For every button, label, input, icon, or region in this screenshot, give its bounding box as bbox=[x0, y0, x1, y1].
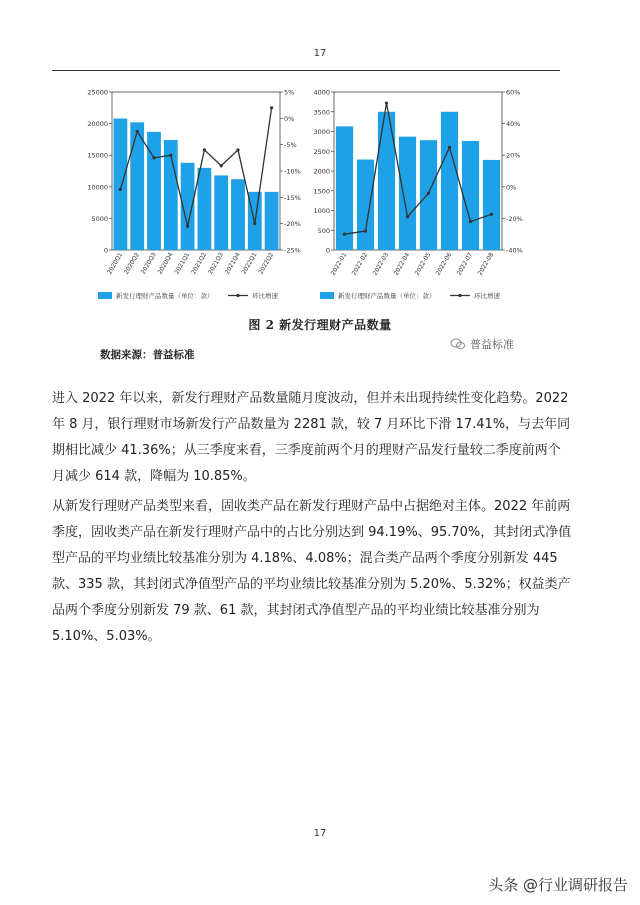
growth-point bbox=[253, 222, 256, 225]
x-tick-label: 2022-06 bbox=[434, 251, 454, 277]
chart-quarterly bbox=[78, 84, 310, 310]
paragraph-2: 从新发行理财产品类型来看，固收类产品在新发行理财产品中占据绝对主体。2022 年前两季度，固收类产品在新发行理财产品中的占比分别达到 94.19%、95.70%，其封闭式净值型产品的平均业绩比较基准分别为 4.18%、4.08%；混合类产品两个季度分别新发 445 款、335 款，其封闭式净值型产品的平均业绩比较基准分别为 5.20%、5.32%；权益类产品两个季度分别新发 79 款、61 款，其封闭式净值型产品的平均业绩比较基准分别为 5.10%、5.03%。 bbox=[52, 499, 572, 644]
y2-tick-label: -40% bbox=[506, 246, 523, 255]
y2-tick-label: 40% bbox=[506, 120, 521, 129]
x-tick-label: 2022Q1 bbox=[240, 251, 259, 276]
growth-point bbox=[343, 233, 346, 236]
body-text bbox=[52, 386, 572, 650]
y2-tick-label: -25% bbox=[284, 246, 301, 255]
footer-page-number: 17 bbox=[313, 828, 327, 839]
legend-bar-swatch bbox=[320, 292, 334, 299]
y2-tick-label: -10% bbox=[284, 167, 301, 176]
y-tick-label: 25000 bbox=[87, 88, 108, 97]
x-tick-label: 2021Q1 bbox=[173, 251, 192, 276]
legend-bar-label: 新发行理财产品数量（单位：款） bbox=[338, 292, 436, 300]
growth-point bbox=[385, 101, 388, 104]
growth-point bbox=[406, 215, 409, 218]
x-tick-label: 2021Q2 bbox=[190, 251, 209, 276]
chart-monthly bbox=[300, 84, 532, 310]
y-tick-label: 20000 bbox=[87, 120, 108, 129]
x-tick-label: 2022-02 bbox=[350, 251, 370, 277]
x-tick-label: 2020Q4 bbox=[156, 251, 175, 276]
y2-tick-label: 20% bbox=[506, 151, 521, 160]
x-tick-label: 2021Q4 bbox=[223, 251, 242, 276]
wechat-icon bbox=[450, 338, 466, 350]
growth-point bbox=[448, 146, 451, 149]
y2-tick-label: -20% bbox=[506, 214, 523, 223]
x-tick-label: 2020Q2 bbox=[122, 251, 141, 276]
growth-point bbox=[169, 154, 172, 157]
x-tick-label: 2020Q3 bbox=[139, 251, 158, 276]
header-rule bbox=[52, 70, 560, 71]
paragraph-1: 进入 2022 年以来，新发行理财产品数量随月度波动，但并未出现持续性变化趋势。2022 年 8 月，银行理财市场新发行产品数量为 2281 款，较 7 月环比下滑 17.41%，与去年同期相比减少 41.36%；从三季度来看，三季度前两个月的理财产品发行量较二季度前两个月减少 614 款，降幅为 10.85%。 bbox=[52, 391, 571, 484]
footer-brand: 头条 @行业调研报告 bbox=[488, 876, 628, 894]
growth-point bbox=[152, 156, 155, 159]
data-source: 数据来源：普益标准 bbox=[100, 349, 195, 361]
y-tick-label: 4000 bbox=[313, 88, 330, 97]
bar bbox=[336, 126, 353, 250]
bar bbox=[399, 137, 416, 250]
growth-point bbox=[186, 225, 189, 228]
watermark-label: 普益标准 bbox=[470, 338, 514, 351]
growth-point bbox=[469, 220, 472, 223]
y2-tick-label: 0% bbox=[506, 183, 517, 192]
y2-tick-label: -20% bbox=[284, 220, 301, 229]
x-tick-label: 2022-07 bbox=[455, 251, 475, 277]
bar bbox=[130, 122, 144, 250]
legend-line-label: 环比增速 bbox=[252, 292, 278, 300]
legend-bar-label: 新发行理财产品数量（单位：款） bbox=[116, 292, 214, 300]
y-tick-label: 2000 bbox=[313, 167, 330, 176]
growth-point bbox=[136, 130, 139, 133]
legend-line-marker bbox=[236, 294, 239, 297]
growth-point bbox=[220, 164, 223, 167]
bar bbox=[231, 179, 245, 250]
growth-point bbox=[490, 213, 493, 216]
y-tick-label: 3500 bbox=[313, 108, 330, 117]
x-tick-label: 2022Q2 bbox=[257, 251, 276, 276]
x-tick-label: 2021Q3 bbox=[206, 251, 225, 276]
x-tick-label: 2022-08 bbox=[476, 251, 496, 277]
y2-tick-label: -15% bbox=[284, 193, 301, 202]
x-tick-label: 2022-04 bbox=[392, 251, 412, 277]
legend-line-label: 环比增速 bbox=[474, 292, 500, 300]
y-tick-label: 0 bbox=[325, 246, 330, 255]
y-tick-label: 500 bbox=[317, 226, 330, 235]
y-tick-label: 1000 bbox=[313, 207, 330, 215]
y-tick-label: 1500 bbox=[313, 187, 330, 196]
figure-caption: 图 2 新发行理财产品数量 bbox=[248, 318, 392, 332]
growth-point bbox=[236, 148, 239, 151]
y-tick-label: 15000 bbox=[87, 151, 108, 160]
bar bbox=[462, 141, 479, 250]
bar bbox=[114, 119, 128, 250]
growth-point bbox=[427, 192, 430, 195]
x-tick-label: 2022-05 bbox=[413, 251, 433, 277]
y-tick-label: 5000 bbox=[91, 214, 108, 223]
x-tick-label: 2022-03 bbox=[371, 251, 391, 277]
header-page-number: 17 bbox=[313, 48, 327, 59]
x-tick-label: 2022-01 bbox=[329, 251, 349, 277]
growth-point bbox=[119, 188, 122, 191]
bar bbox=[483, 160, 500, 250]
watermark bbox=[450, 336, 514, 352]
y-tick-label: 2500 bbox=[313, 147, 330, 156]
bar bbox=[265, 192, 279, 250]
legend-bar-swatch bbox=[98, 292, 112, 299]
growth-point bbox=[270, 106, 273, 109]
y-tick-label: 10000 bbox=[87, 183, 108, 192]
growth-point bbox=[364, 229, 367, 232]
y2-tick-label: -5% bbox=[284, 141, 297, 150]
x-tick-label: 2020Q1 bbox=[106, 251, 125, 276]
bar bbox=[214, 175, 228, 250]
bar bbox=[198, 168, 212, 250]
bar bbox=[420, 140, 437, 250]
legend-line-marker bbox=[458, 294, 461, 297]
y2-tick-label: 60% bbox=[506, 88, 521, 97]
y-tick-label: 3000 bbox=[313, 128, 330, 136]
bar bbox=[441, 112, 458, 250]
y2-tick-label: 0% bbox=[284, 114, 295, 123]
bar bbox=[357, 160, 374, 250]
y-tick-label: 0 bbox=[103, 246, 108, 255]
growth-point bbox=[203, 148, 206, 151]
y2-tick-label: 5% bbox=[284, 88, 295, 97]
